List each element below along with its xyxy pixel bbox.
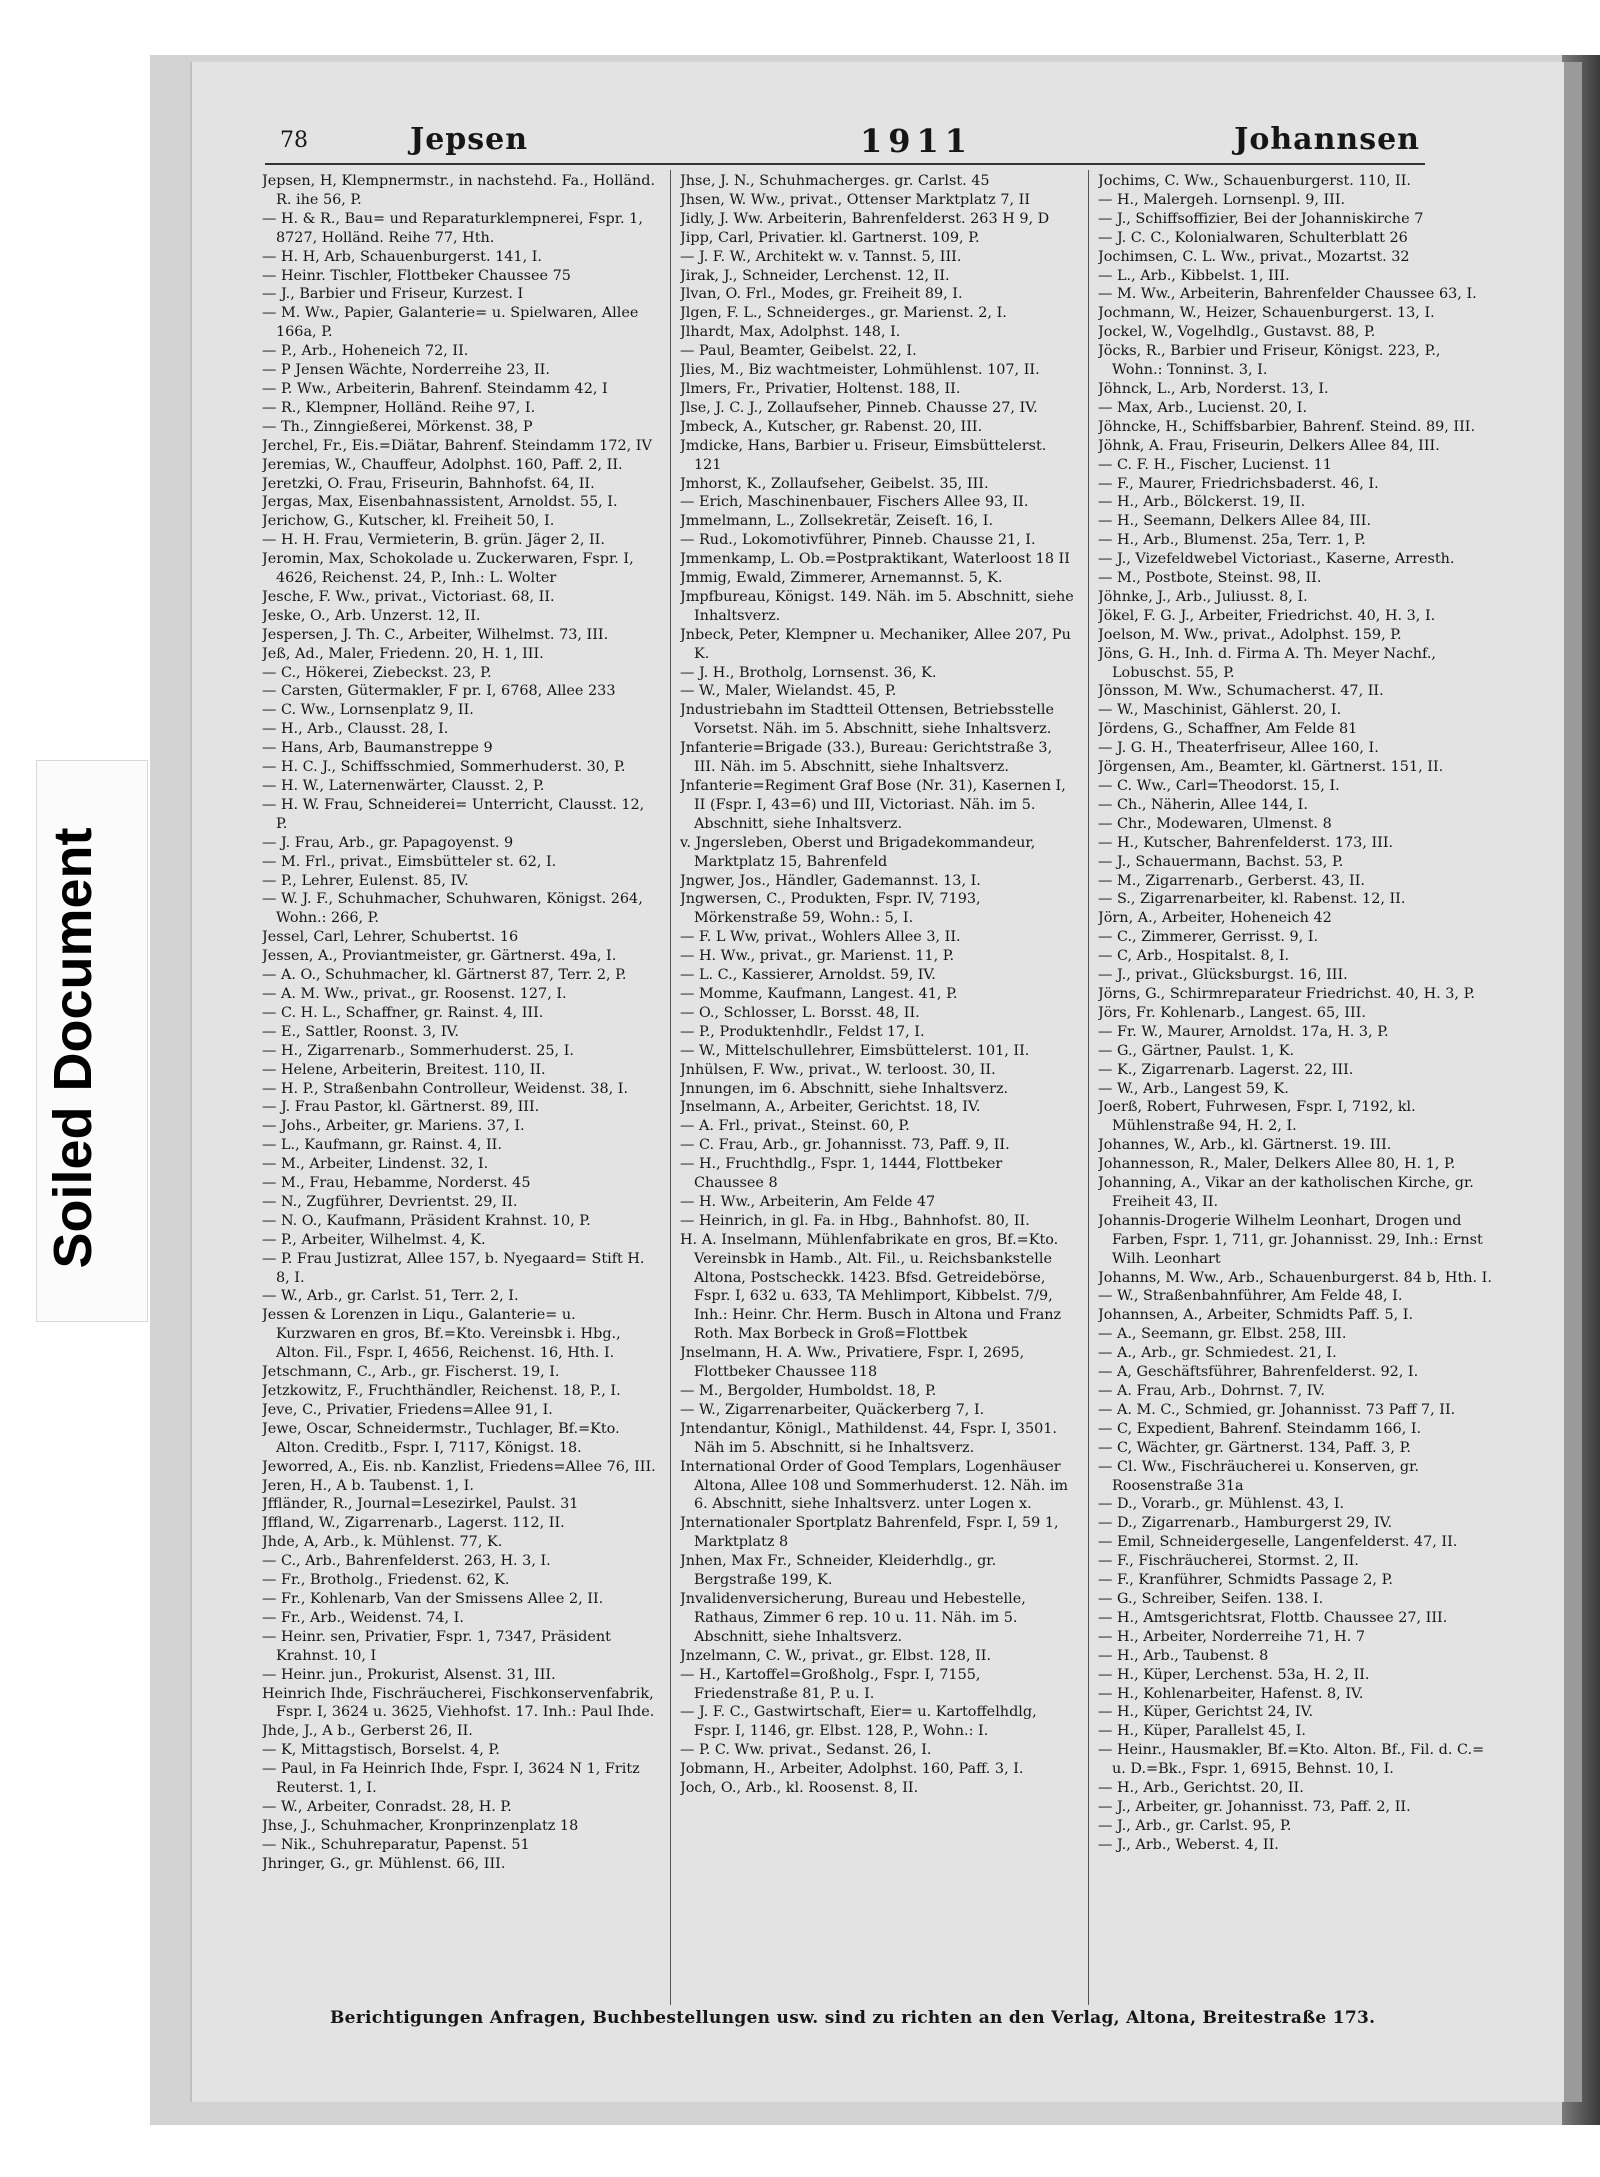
directory-entry: — A., Seemann, gr. Elbst. 258, III.: [1098, 1326, 1347, 1343]
directory-entry: — W., Maler, Wielandst. 45, P.: [680, 683, 897, 700]
directory-entry: — J. H., Brotholg, Lornsenst. 36, K.: [680, 664, 937, 681]
directory-entry: Jnzelmann, C. W., privat., gr. Elbst. 128, II.: [680, 1647, 992, 1664]
directory-entry: Jnnungen, im 6. Abschnitt, siehe Inhaltsverz.: [680, 1080, 1009, 1097]
soiled-document-text: Soiled Document: [43, 827, 103, 1269]
directory-entry: — G., Schreiber, Seifen. 138. I.: [1098, 1590, 1324, 1607]
directory-entry: Jnselmann, A., Arbeiter, Gerichtst. 18, IV.: [680, 1099, 981, 1116]
column-divider-1: [670, 170, 671, 2005]
directory-entry: — H. W., Laternenwärter, Clausst. 2, P.: [262, 778, 545, 794]
directory-entry: Jesche, F. Ww., privat., Victoriast. 68, II.: [262, 588, 555, 605]
directory-entry: — F., Fischräucherei, Stormst. 2, II.: [1098, 1553, 1359, 1570]
directory-entry: Jeske, O., Arb. Unzerst. 12, II.: [262, 607, 481, 624]
directory-entry: — A. M. Ww., privat., gr. Roosenst. 127, I.: [262, 985, 567, 1002]
directory-entry: — H., Küper, Parallelst 45, I.: [1098, 1723, 1306, 1740]
directory-entry: — H., Küper, Lerchenst. 53a, H. 2, II.: [1098, 1666, 1370, 1683]
directory-entry: — Chr., Modewaren, Ulmenst. 8: [1098, 815, 1332, 832]
page-footer: Berichtigungen Anfragen, Buchbestellungen usw. sind zu richten an den Verlag, Altona, Breitestraße 173.: [330, 2008, 1376, 2028]
directory-entry: — W., Mittelschullehrer, Eimsbüttelerst. 101, II.: [680, 1042, 1030, 1059]
directory-entry: — W., Arb., Langest 59, K.: [1098, 1080, 1289, 1097]
directory-entry: — H. H, Arb, Schauenburgerst. 141, I.: [262, 248, 542, 265]
directory-entry: Jochims, C. Ww., Schauenburgerst. 110, II.: [1098, 173, 1411, 189]
directory-entry: Jörns, G., Schirmreparateur Friedrichst. 40, H. 3, P.: [1098, 985, 1475, 1002]
directory-entry: Jochmann, W., Heizer, Schauenburgerst. 13, I.: [1098, 305, 1435, 322]
directory-entry: Jffländer, R., Journal=Lesezirkel, Paulst. 31: [262, 1496, 579, 1513]
directory-entry: Jessel, Carl, Lehrer, Schubertst. 16: [262, 929, 519, 946]
directory-entry: — H., Arb., Bölckerst. 19, II.: [1098, 494, 1306, 511]
directory-entry: Jlmers, Fr., Privatier, Holtenst. 188, II.: [680, 380, 961, 397]
directory-entry: — Helene, Arbeiterin, Breitest. 110, II.: [262, 1061, 546, 1078]
directory-entry: — Th., Zinngießerei, Mörkenst. 38, P: [262, 418, 533, 435]
directory-entry: Jngwer, Jos., Händler, Gademannst. 13, I.: [680, 872, 981, 889]
directory-entry: — H. H. Frau, Vermieterin, B. grün. Jäger 2, II.: [262, 532, 605, 549]
directory-entry: Jörgensen, Am., Beamter, kl. Gärtnerst. 151, II.: [1098, 759, 1444, 776]
directory-entry: — Nik., Schuhreparatur, Papenst. 51: [262, 1836, 530, 1853]
directory-entry: — P., Produktenhdlr., Feldst 17, I.: [680, 1023, 925, 1040]
directory-entry: Jntendantur, Königl., Mathildenst. 44, Fspr. I, 3501. Näh im 5. Abschnitt, si he Inhaltsverz.: [680, 1420, 1058, 1456]
directory-entry: Jepsen, H, Klempnermstr., in nachstehd. Fa., Holländ. R. ihe 56, P.: [262, 173, 656, 208]
directory-entry: Jöhncke, H., Schiffsbarbier, Bahrenf. Steind. 89, III.: [1098, 418, 1476, 435]
directory-entry: — L., Arb., Kibbelst. 1, III.: [1098, 267, 1290, 284]
directory-entry: — Cl. Ww., Fischräucherei u. Konserven, gr. Roosenstraße 31a: [1098, 1458, 1419, 1494]
directory-entry: — P., Lehrer, Eulenst. 85, IV.: [262, 872, 469, 889]
directory-entry: — P. C. Ww. privat., Sedanst. 26, I.: [680, 1742, 932, 1759]
directory-entry: — W., Arbeiter, Conradst. 28, H. P.: [262, 1798, 512, 1815]
directory-entry: — K., Zigarrenarb. Lagerst. 22, III.: [1098, 1061, 1354, 1078]
directory-entry: Jnselmann, H. A. Ww., Privatiere, Fspr. I, 2695, Flottbeker Chaussee 118: [680, 1345, 1025, 1381]
directory-entry: Jönsson, M. Ww., Schumacherst. 47, II.: [1098, 683, 1384, 700]
directory-entry: — Fr. W., Maurer, Arnoldst. 17a, H. 3, P.: [1098, 1023, 1389, 1040]
directory-entry: Jeve, C., Privatier, Friedens=Allee 91, I.: [262, 1401, 553, 1418]
directory-entry: Jnbeck, Peter, Klempner u. Mechaniker, Allee 207, Pu K.: [680, 626, 1071, 662]
directory-entry: — D., Vorarb., gr. Mühlenst. 43, I.: [1098, 1496, 1345, 1513]
directory-entry: — H., Seemann, Delkers Allee 84, III.: [1098, 513, 1372, 530]
directory-entry: — M., Zigarrenarb., Gerberst. 43, II.: [1098, 872, 1365, 889]
year-heading: 1911: [860, 122, 974, 160]
directory-entry: — A. Frau, Arb., Dohrnst. 7, IV.: [1098, 1383, 1325, 1399]
directory-entry: Jerichow, G., Kutscher, kl. Freiheit 50, I.: [262, 513, 555, 530]
directory-entry: — H., Arb., Gerichtst. 20, II.: [1098, 1780, 1304, 1797]
directory-entry: — A. Frl., privat., Steinst. 60, P.: [680, 1118, 910, 1135]
directory-entry: — M., Bergolder, Humboldst. 18, P.: [680, 1383, 937, 1399]
right-running-head: Johannsen: [1234, 122, 1420, 157]
directory-entry: — H. W. Frau, Schneiderei= Unterricht, Clausst. 12, P.: [262, 796, 645, 832]
directory-entry: Jhsen, W. Ww., privat., Ottenser Marktplatz 7, II: [680, 191, 1031, 208]
directory-entry: — Carsten, Gütermakler, F pr. I, 6768, Allee 233: [262, 683, 616, 700]
directory-entry: Jhse, J., Schuhmacher, Kronprinzenplatz 18: [262, 1817, 579, 1834]
directory-entry: — J., Arb., gr. Carlst. 95, P.: [1098, 1817, 1292, 1834]
directory-entry: — W., Arb., gr. Carlst. 51, Terr. 2, I.: [262, 1288, 519, 1305]
directory-entry: Jöcks, R., Barbier und Friseur, Königst. 223, P., Wohn.: Tonninst. 3, I.: [1098, 343, 1441, 379]
directory-entry: Jeretzki, O. Frau, Friseurin, Bahnhofst. 64, II.: [262, 475, 595, 492]
directory-entry: — L. C., Kassierer, Arnoldst. 59, IV.: [680, 967, 936, 984]
directory-entry: — M. Frl., privat., Eimsbütteler st. 62, I.: [262, 853, 557, 870]
directory-entry: — N. O., Kaufmann, Präsident Krahnst. 10, P.: [262, 1212, 591, 1229]
directory-entry: Jetzkowitz, F., Fruchthändler, Reichenst. 18, P., I.: [262, 1383, 621, 1399]
directory-entry: — H., Zigarrenarb., Sommerhuderst. 25, I.: [262, 1042, 574, 1059]
directory-entry: — H., Küper, Gerichtst 24, IV.: [1098, 1704, 1314, 1721]
directory-entry: — H. Ww., privat., gr. Marienst. 11, P.: [680, 948, 955, 965]
directory-entry: — J., Barbier und Friseur, Kurzest. I: [262, 286, 524, 303]
directory-entry: — M., Postbote, Steinst. 98, II.: [1098, 570, 1322, 587]
directory-entry: — H. Ww., Arbeiterin, Am Felde 47: [680, 1193, 936, 1210]
directory-entry: — Paul, in Fa Heinrich Ihde, Fspr. I, 3624 N 1, Fritz Reuterst. 1, I.: [262, 1761, 640, 1797]
directory-entry: Johannsen, A., Arbeiter, Schmidts Paff. 5, I.: [1098, 1307, 1414, 1324]
directory-entry: Jörs, Fr. Kohlenarb., Langest. 65, III.: [1098, 1004, 1366, 1021]
directory-entry: — Max, Arb., Lucienst. 20, I.: [1098, 399, 1308, 416]
directory-entry: — J., Arbeiter, gr. Johannisst. 73, Paff. 2, II.: [1098, 1798, 1411, 1815]
directory-entry: Jeß, Ad., Maler, Friedenn. 20, H. 1, III.: [262, 645, 544, 662]
directory-entry: — Heinr. sen, Privatier, Fspr. 1, 7347, Präsident Krahnst. 10, I: [262, 1628, 611, 1664]
directory-entry: — Rud., Lokomotivführer, Pinneb. Chausse 21, I.: [680, 532, 1036, 549]
directory-entry: Jlvan, O. Frl., Modes, gr. Freiheit 89, I.: [680, 286, 963, 303]
directory-entry: — P., Arb., Hoheneich 72, II.: [262, 343, 469, 360]
directory-entry: — F., Maurer, Friedrichsbaderst. 46, I.: [1098, 475, 1379, 492]
directory-entry: Johanning, A., Vikar an der katholischen Kirche, gr. Freiheit 43, II.: [1098, 1175, 1474, 1210]
directory-entry: Jnfanterie=Brigade (33.), Bureau: Gerichtstraße 3, III. Näh. im 5. Abschnitt, siehe Inhaltsverz.: [680, 740, 1053, 776]
directory-entry: — A. M. C., Schmied, gr. Johannisst. 73 Paff 7, II.: [1098, 1401, 1456, 1418]
directory-entry: Jergas, Max, Eisenbahnassistent, Arnoldst. 55, I.: [262, 494, 618, 511]
directory-entry: — P. Ww., Arbeiterin, Bahrenf. Steindamm 42, I: [262, 380, 608, 397]
directory-entry: Jnvalidenversicherung, Bureau und Hebestelle, Rathaus, Zimmer 6 rep. 10 u. 11. Näh. im 5. Abschnitt, siehe Inhaltsverz.: [680, 1590, 1026, 1645]
directory-entry: — Heinr. Tischler, Flottbeker Chaussee 75: [262, 267, 571, 284]
directory-entry: — C., Arb., Bahrenfelderst. 263, H. 3, I.: [262, 1553, 551, 1570]
directory-entry: — C. Ww., Lornsenplatz 9, II.: [262, 702, 474, 719]
directory-entry: — N., Zugführer, Devrientst. 29, II.: [262, 1193, 518, 1210]
directory-entry: — J. G. H., Theaterfriseur, Allee 160, I.: [1098, 740, 1379, 757]
directory-entry: Jöns, G. H., Inh. d. Firma A. Th. Meyer Nachf., Lobuschst. 55, P.: [1098, 645, 1437, 681]
directory-entry: Jöhnck, L., Arb, Norderst. 13, I.: [1098, 380, 1329, 397]
directory-entry: Jmbeck, A., Kutscher, gr. Rabenst. 20, III.: [680, 418, 983, 435]
directory-entry: — P., Arbeiter, Wilhelmst. 4, K.: [262, 1231, 486, 1248]
directory-entry: — C. Frau, Arb., gr. Johannisst. 73, Paff. 9, II.: [680, 1137, 1010, 1154]
directory-entry: Heinrich Ihde, Fischräucherei, Fischkonservenfabrik, Fspr. I, 3624 u. 3625, Viehhofst. 17. Inh.: Paul Ihde.: [262, 1685, 655, 1721]
directory-entry: — H., Kohlenarbeiter, Hafenst. 8, IV.: [1098, 1685, 1364, 1702]
directory-entry: — M., Frau, Hebamme, Norderst. 45: [262, 1175, 531, 1192]
directory-entry: Jngwersen, C., Produkten, Fspr. IV, 7193, Mörkenstraße 59, Wohn.: 5, I.: [680, 891, 981, 927]
directory-entry: Jerchel, Fr., Eis.=Diätar, Bahrenf. Steindamm 172, IV: [262, 437, 652, 454]
directory-entry: Jetschmann, C., Arb., gr. Fischerst. 19, I.: [262, 1364, 560, 1381]
directory-entry: — D., Zigarrenarb., Hamburgerst 29, IV.: [1098, 1515, 1393, 1532]
directory-entry: — F., Kranführer, Schmidts Passage 2, P.: [1098, 1572, 1393, 1589]
directory-entry: — C, Wächter, gr. Gärtnerst. 134, Paff. 3, P.: [1098, 1439, 1411, 1456]
directory-entry: Joerß, Robert, Fuhrwesen, Fspr. I, 7192, kl. Mühlenstraße 94, H. 2, I.: [1098, 1099, 1416, 1135]
header-rule: [265, 163, 1425, 165]
directory-entry: — W. J. F., Schuhmacher, Schuhwaren, Königst. 264, Wohn.: 266, P.: [262, 891, 643, 927]
directory-entry: Jeromin, Max, Schokolade u. Zuckerwaren, Fspr. I, 4626, Reichenst. 24, P., Inh.: L. Wolter: [262, 551, 634, 587]
directory-entry: — Fr., Arb., Weidenst. 74, I.: [262, 1609, 464, 1626]
directory-entry: Jessen, A., Proviantmeister, gr. Gärtnerst. 49a, I.: [262, 948, 617, 965]
directory-entry: Jhde, J., A b., Gerberst 26, II.: [262, 1723, 473, 1740]
directory-entry: Jlhardt, Max, Adolphst. 148, I.: [680, 324, 901, 341]
directory-entry: Jmmenkamp, L. Ob.=Postpraktikant, Waterloost 18 II: [680, 551, 1070, 568]
directory-entry: — Fr., Kohlenarb, Van der Smissens Allee 2, II.: [262, 1590, 604, 1607]
directory-entry: — Paul, Beamter, Geibelst. 22, I.: [680, 343, 917, 360]
directory-entry: Jipp, Carl, Privatier. kl. Gartnerst. 109, P.: [680, 229, 980, 246]
directory-entry: — C, Arb., Hospitalst. 8, I.: [1098, 948, 1290, 965]
directory-entry: — Fr., Brotholg., Friedenst. 62, K.: [262, 1572, 510, 1589]
directory-entry: — F. L Ww, privat., Wohlers Allee 3, II.: [680, 929, 961, 946]
directory-entry: Jewe, Oscar, Schneidermstr., Tuchlager, Bf.=Kto. Alton. Creditb., Fspr. I, 7117, Königst. 18.: [262, 1420, 620, 1456]
directory-entry: Jidly, J. Ww. Arbeiterin, Bahrenfelderst. 263 H 9, D: [680, 210, 1050, 227]
directory-entry: — J., Arb., Weberst. 4, II.: [1098, 1836, 1279, 1853]
page-number: 78: [280, 128, 308, 153]
directory-entry: — J. Frau, Arb., gr. Papagoyenst. 9: [262, 834, 514, 851]
directory-entry: Jmpfbureau, Königst. 149. Näh. im 5. Abschnitt, siehe Inhaltsverz.: [680, 588, 1074, 624]
directory-entry: Jörn, A., Arbeiter, Hoheneich 42: [1098, 910, 1332, 927]
directory-entry: — J. F. W., Architekt w. v. Tannst. 5, III.: [680, 248, 962, 265]
directory-entry: — Hans, Arb, Baumanstreppe 9: [262, 740, 493, 757]
directory-entry: Jöhnke, J., Arb., Juliusst. 8, I.: [1098, 588, 1308, 605]
directory-entry: — G., Gärtner, Paulst. 1, K.: [1098, 1042, 1295, 1059]
directory-entry: Jökel, F. G. J., Arbeiter, Friedrichst. 40, H. 3, I.: [1098, 607, 1436, 624]
directory-entry: Jmmelmann, L., Zollsekretär, Zeiseſt. 16, I.: [680, 513, 994, 530]
directory-entry: — H., Fruchthdlg., Fspr. 1, 1444, Flottbeker Chaussee 8: [680, 1156, 1003, 1192]
directory-entry: Joelson, M. Ww., privat., Adolphst. 159, P.: [1098, 626, 1402, 643]
directory-entry: Jmmig, Ewald, Zimmerer, Arnemannst. 5, K.: [680, 570, 1003, 587]
directory-entry: Jhringer, G., gr. Mühlenst. 66, III.: [262, 1855, 506, 1872]
directory-entry: Johannesson, R., Maler, Delkers Allee 80, H. 1, P.: [1098, 1156, 1456, 1173]
directory-entry: — J., Schiffsoffizier, Bei der Johanniskirche 7: [1098, 210, 1424, 227]
directory-entry: — Johs., Arbeiter, gr. Mariens. 37, I.: [262, 1118, 525, 1135]
directory-entry: — Heinr. jun., Prokurist, Alsenst. 31, III.: [262, 1666, 556, 1683]
directory-entry: Johanns, M. Ww., Arb., Schauenburgerst. 84 b, Hth. I.: [1098, 1269, 1492, 1286]
directory-entry: Jndustriebahn im Stadtteil Ottensen, Betriebsstelle Vorsetst. Näh. im 5. Abschnitt, siehe Inhaltsverz.: [680, 702, 1055, 738]
directory-entry: Jeremias, W., Chauffeur, Adolphst. 160, Paff. 2, II.: [262, 456, 623, 473]
directory-entry: — H. & R., Bau= und Reparaturklempnerei, Fspr. 1, 8727, Holländ. Reihe 77, Hth.: [262, 210, 643, 246]
page-header: [280, 120, 1420, 160]
directory-entry: — W., Zigarrenarbeiter, Quäckerberg 7, I.: [680, 1401, 985, 1418]
directory-entry: — P Jensen Wächte, Norderreihe 23, II.: [262, 362, 550, 379]
directory-entry: — M. Ww., Arbeiterin, Bahrenfelder Chaussee 63, I.: [1098, 286, 1477, 303]
directory-entry: Jochimsen, C. L. Ww., privat., Mozartst. 32: [1098, 248, 1410, 265]
directory-entry: Jessen & Lorenzen in Liqu., Galanterie= u. Kurzwaren en gros, Bf.=Kto. Vereinsbk i. Hbg., Alton. Fil., Fspr. I, 4656, Reichenst. 16, Hth. I.: [262, 1307, 621, 1362]
directory-entry: — A, Geschäftsführer, Bahrenfelderst. 92, I.: [1098, 1364, 1419, 1381]
directory-entry: Jlse, J. C. J., Zollaufseher, Pinneb. Chausse 27, IV.: [680, 399, 1038, 416]
directory-entry: — H., Amtsgerichtsrat, Flottb. Chaussee 27, III.: [1098, 1609, 1448, 1626]
directory-entry: Jnhen, Max Fr., Schneider, Kleiderhdlg., gr. Bergstraße 199, K.: [680, 1553, 997, 1589]
directory-entry: Johannis-Drogerie Wilhelm Leonhart, Drogen und Farben, Fspr. 1, 711, gr. Johannisst. 29, Inh.: Ernst Wilh. Leonhart: [1098, 1212, 1483, 1267]
directory-entry: — L., Kaufmann, gr. Rainst. 4, II.: [262, 1137, 502, 1154]
directory-entry: — C., Zimmerer, Gerrisst. 9, I.: [1098, 929, 1319, 946]
directory-column-1: [262, 172, 657, 2002]
left-running-head: Jepsen: [410, 122, 529, 157]
directory-entry: — H., Malergeh. Lornsenpl. 9, III.: [1098, 191, 1346, 208]
directory-entry: Jhde, A, Arb., k. Mühlenst. 77, K.: [262, 1534, 503, 1551]
directory-entry: Jnfanterie=Regiment Graf Bose (Nr. 31), Kasernen I, II (Fspr. I, 43=6) und III, Victoriast. Näh. im 5. Abschnitt, siehe Inhaltsverz.: [680, 778, 1066, 832]
directory-entry: Jmhorst, K., Zollaufseher, Geibelst. 35, III.: [680, 475, 989, 492]
directory-entry: v. Jngersleben, Oberst und Brigadekommandeur, Marktplatz 15, Bahrenfeld: [680, 834, 1036, 870]
directory-entry: — H. C. J., Schiffsschmied, Sommerhuderst. 30, P.: [262, 759, 626, 776]
directory-entry: — Ch., Näherin, Allee 144, I.: [1098, 796, 1308, 813]
directory-entry: — H., Arbeiter, Norderreihe 71, H. 7: [1098, 1628, 1365, 1645]
directory-entry: — Heinrich, in gl. Fa. in Hbg., Bahnhofst. 80, II.: [680, 1212, 1030, 1229]
directory-entry: Jffland, W., Zigarrenarb., Lagerst. 112, II.: [262, 1515, 565, 1532]
directory-entry: — H., Arb., Blumenst. 25a, Terr. 1, P.: [1098, 532, 1366, 549]
directory-entry: — C., Hökerei, Ziebeckst. 23, P.: [262, 664, 492, 681]
directory-entry: — H., Arb., Clausst. 28, I.: [262, 721, 449, 738]
directory-entry: Jlies, M., Biz wachtmeister, Lohmühlenst. 107, II.: [680, 362, 1040, 379]
directory-entry: Jhse, J. N., Schuhmacherges. gr. Carlst. 45: [680, 173, 990, 189]
directory-column-2: [680, 172, 1075, 2002]
directory-entry: Jöhnk, A. Frau, Friseurin, Delkers Allee 84, III.: [1098, 437, 1440, 454]
directory-entry: — A., Arb., gr. Schmiedest. 21, I.: [1098, 1345, 1337, 1362]
directory-entry: Jespersen, J. Th. C., Arbeiter, Wilhelmst. 73, III.: [262, 626, 609, 643]
directory-entry: — H. P., Straßenbahn Controlleur, Weidenst. 38, I.: [262, 1080, 629, 1097]
directory-entry: — J., Schauermann, Bachst. 53, P.: [1098, 853, 1344, 870]
directory-entry: — H., Kartoffel=Großholg., Fspr. I, 7155, Friedenstraße 81, P. u. I.: [680, 1666, 981, 1702]
directory-entry: — Emil, Schneidergeselle, Langenfelderst. 47, II.: [1098, 1534, 1458, 1551]
directory-entry: — J. F. C., Gastwirtschaft, Eier= u. Kartoffelhdlg, Fspr. I, 1146, gr. Elbst. 128, P., Wohn.: I.: [680, 1704, 1037, 1740]
directory-entry: — W., Maschinist, Gählerst. 20, I.: [1098, 702, 1342, 719]
directory-entry: Jockel, W., Vogelhdlg., Gustavst. 88, P.: [1098, 324, 1376, 341]
directory-entry: — H., Kutscher, Bahrenfelderst. 173, III.: [1098, 834, 1394, 851]
directory-entry: — J. C. C., Kolonialwaren, Schulterblatt 26: [1098, 229, 1408, 246]
directory-entry: — C, Expedient, Bahrenf. Steindamm 166, I.: [1098, 1420, 1422, 1437]
directory-entry: — M. Ww., Papier, Galanterie= u. Spielwaren, Allee 166a, P.: [262, 305, 639, 341]
directory-entry: Jlgen, F. L., Schneiderges., gr. Marienst. 2, I.: [680, 305, 1007, 322]
directory-entry: Jobmann, H., Arbeiter, Adolphst. 160, Paff. 3, I.: [680, 1761, 1024, 1778]
directory-entry: Jnternationaler Sportplatz Bahrenfeld, Fspr. I, 59 1, Marktplatz 8: [680, 1515, 1059, 1551]
directory-entry: Jördens, G., Schaffner, Am Felde 81: [1098, 721, 1358, 738]
directory-entry: — J., privat., Glücksburgst. 16, III.: [1098, 967, 1348, 984]
book-edge-shadow: [1562, 55, 1600, 2125]
column-divider-2: [1088, 170, 1089, 2005]
directory-entry: — W., Straßenbahnführer, Am Felde 48, I.: [1098, 1288, 1403, 1305]
directory-entry: International Order of Good Templars, Logenhäuser Altona, Allee 108 und Sommerhuderst. 12. Näh. im 6. Abschnitt, siehe Inhaltsverz. unter Logen x.: [680, 1458, 1068, 1513]
directory-entry: — J., Vizefeldwebel Victoriast., Kaserne, Arresth.: [1098, 551, 1455, 568]
directory-entry: Jirak, J., Schneider, Lerchenst. 12, II.: [680, 267, 950, 284]
directory-entry: — Erich, Maschinenbauer, Fischers Allee 93, II.: [680, 494, 1029, 511]
directory-entry: — Momme, Kaufmann, Langest. 41, P.: [680, 985, 958, 1002]
directory-entry: — Heinr., Hausmakler, Bf.=Kto. Alton. Bf., Fil. d. C.= u. D.=Bk., Fspr. 1, 6915, Behnst. 10, I.: [1098, 1742, 1485, 1778]
directory-entry: — E., Sattler, Roonst. 3, IV.: [262, 1023, 459, 1040]
directory-entry: — J. Frau Pastor, kl. Gärtnerst. 89, III.: [262, 1099, 540, 1116]
directory-entry: Jmdicke, Hans, Barbier u. Friseur, Eimsbüttelerst. 121: [680, 437, 1047, 473]
directory-entry: — S., Zigarrenarbeiter, kl. Rabenst. 12, II.: [1098, 891, 1406, 908]
directory-entry: — O., Schlosser, L. Borsst. 48, II.: [680, 1004, 920, 1021]
directory-entry: — C. Ww., Carl=Theodorst. 15, I.: [1098, 778, 1340, 794]
directory-entry: Jeren, H., A b. Taubenst. 1, I.: [262, 1477, 474, 1494]
directory-entry: — R., Klempner, Holländ. Reihe 97, I.: [262, 399, 536, 416]
directory-entry: Joch, O., Arb., kl. Roosenst. 8, II.: [680, 1780, 919, 1797]
directory-entry: — A. O., Schuhmacher, kl. Gärtnerst 87, Terr. 2, P.: [262, 967, 627, 984]
directory-entry: — H., Arb., Taubenst. 8: [1098, 1647, 1269, 1664]
directory-entry: — C. H. L., Schaffner, gr. Rainst. 4, III.: [262, 1004, 544, 1021]
directory-entry: — P. Frau Justizrat, Allee 157, b. Nyegaard= Stift H. 8, I.: [262, 1250, 645, 1286]
directory-entry: Jnhülsen, F. Ww., privat., W. terloost. 30, II.: [680, 1061, 996, 1078]
directory-entry: Jeworred, A., Eis. nb. Kanzlist, Friedens=Allee 76, III.: [262, 1458, 656, 1475]
directory-entry: Johannes, W., Arb., kl. Gärtnerst. 19. III.: [1098, 1137, 1392, 1154]
directory-column-3: [1098, 172, 1493, 2002]
directory-entry: — K, Mittagstisch, Borselst. 4, P.: [262, 1742, 500, 1759]
directory-entry: — M., Arbeiter, Lindenst. 32, I.: [262, 1156, 489, 1173]
directory-entry: — C. F. H., Fischer, Lucienst. 11: [1098, 456, 1332, 473]
directory-entry: H. A. Inselmann, Mühlenfabrikate en gros, Bf.=Kto. Vereinsbk in Hamb., Alt. Fil., u. Reichsbankstelle Altona, Postscheckk. 1423. Bfsd. Getreidebörse, Fspr. I, 632 u. 633, TA Mehlimport, Kibbelst. 7/9, Inh.: Heinr. Chr. Herm. Busch in Altona und Franz Roth. Max Borbeck in Groß=Flottbek: [680, 1231, 1062, 1343]
